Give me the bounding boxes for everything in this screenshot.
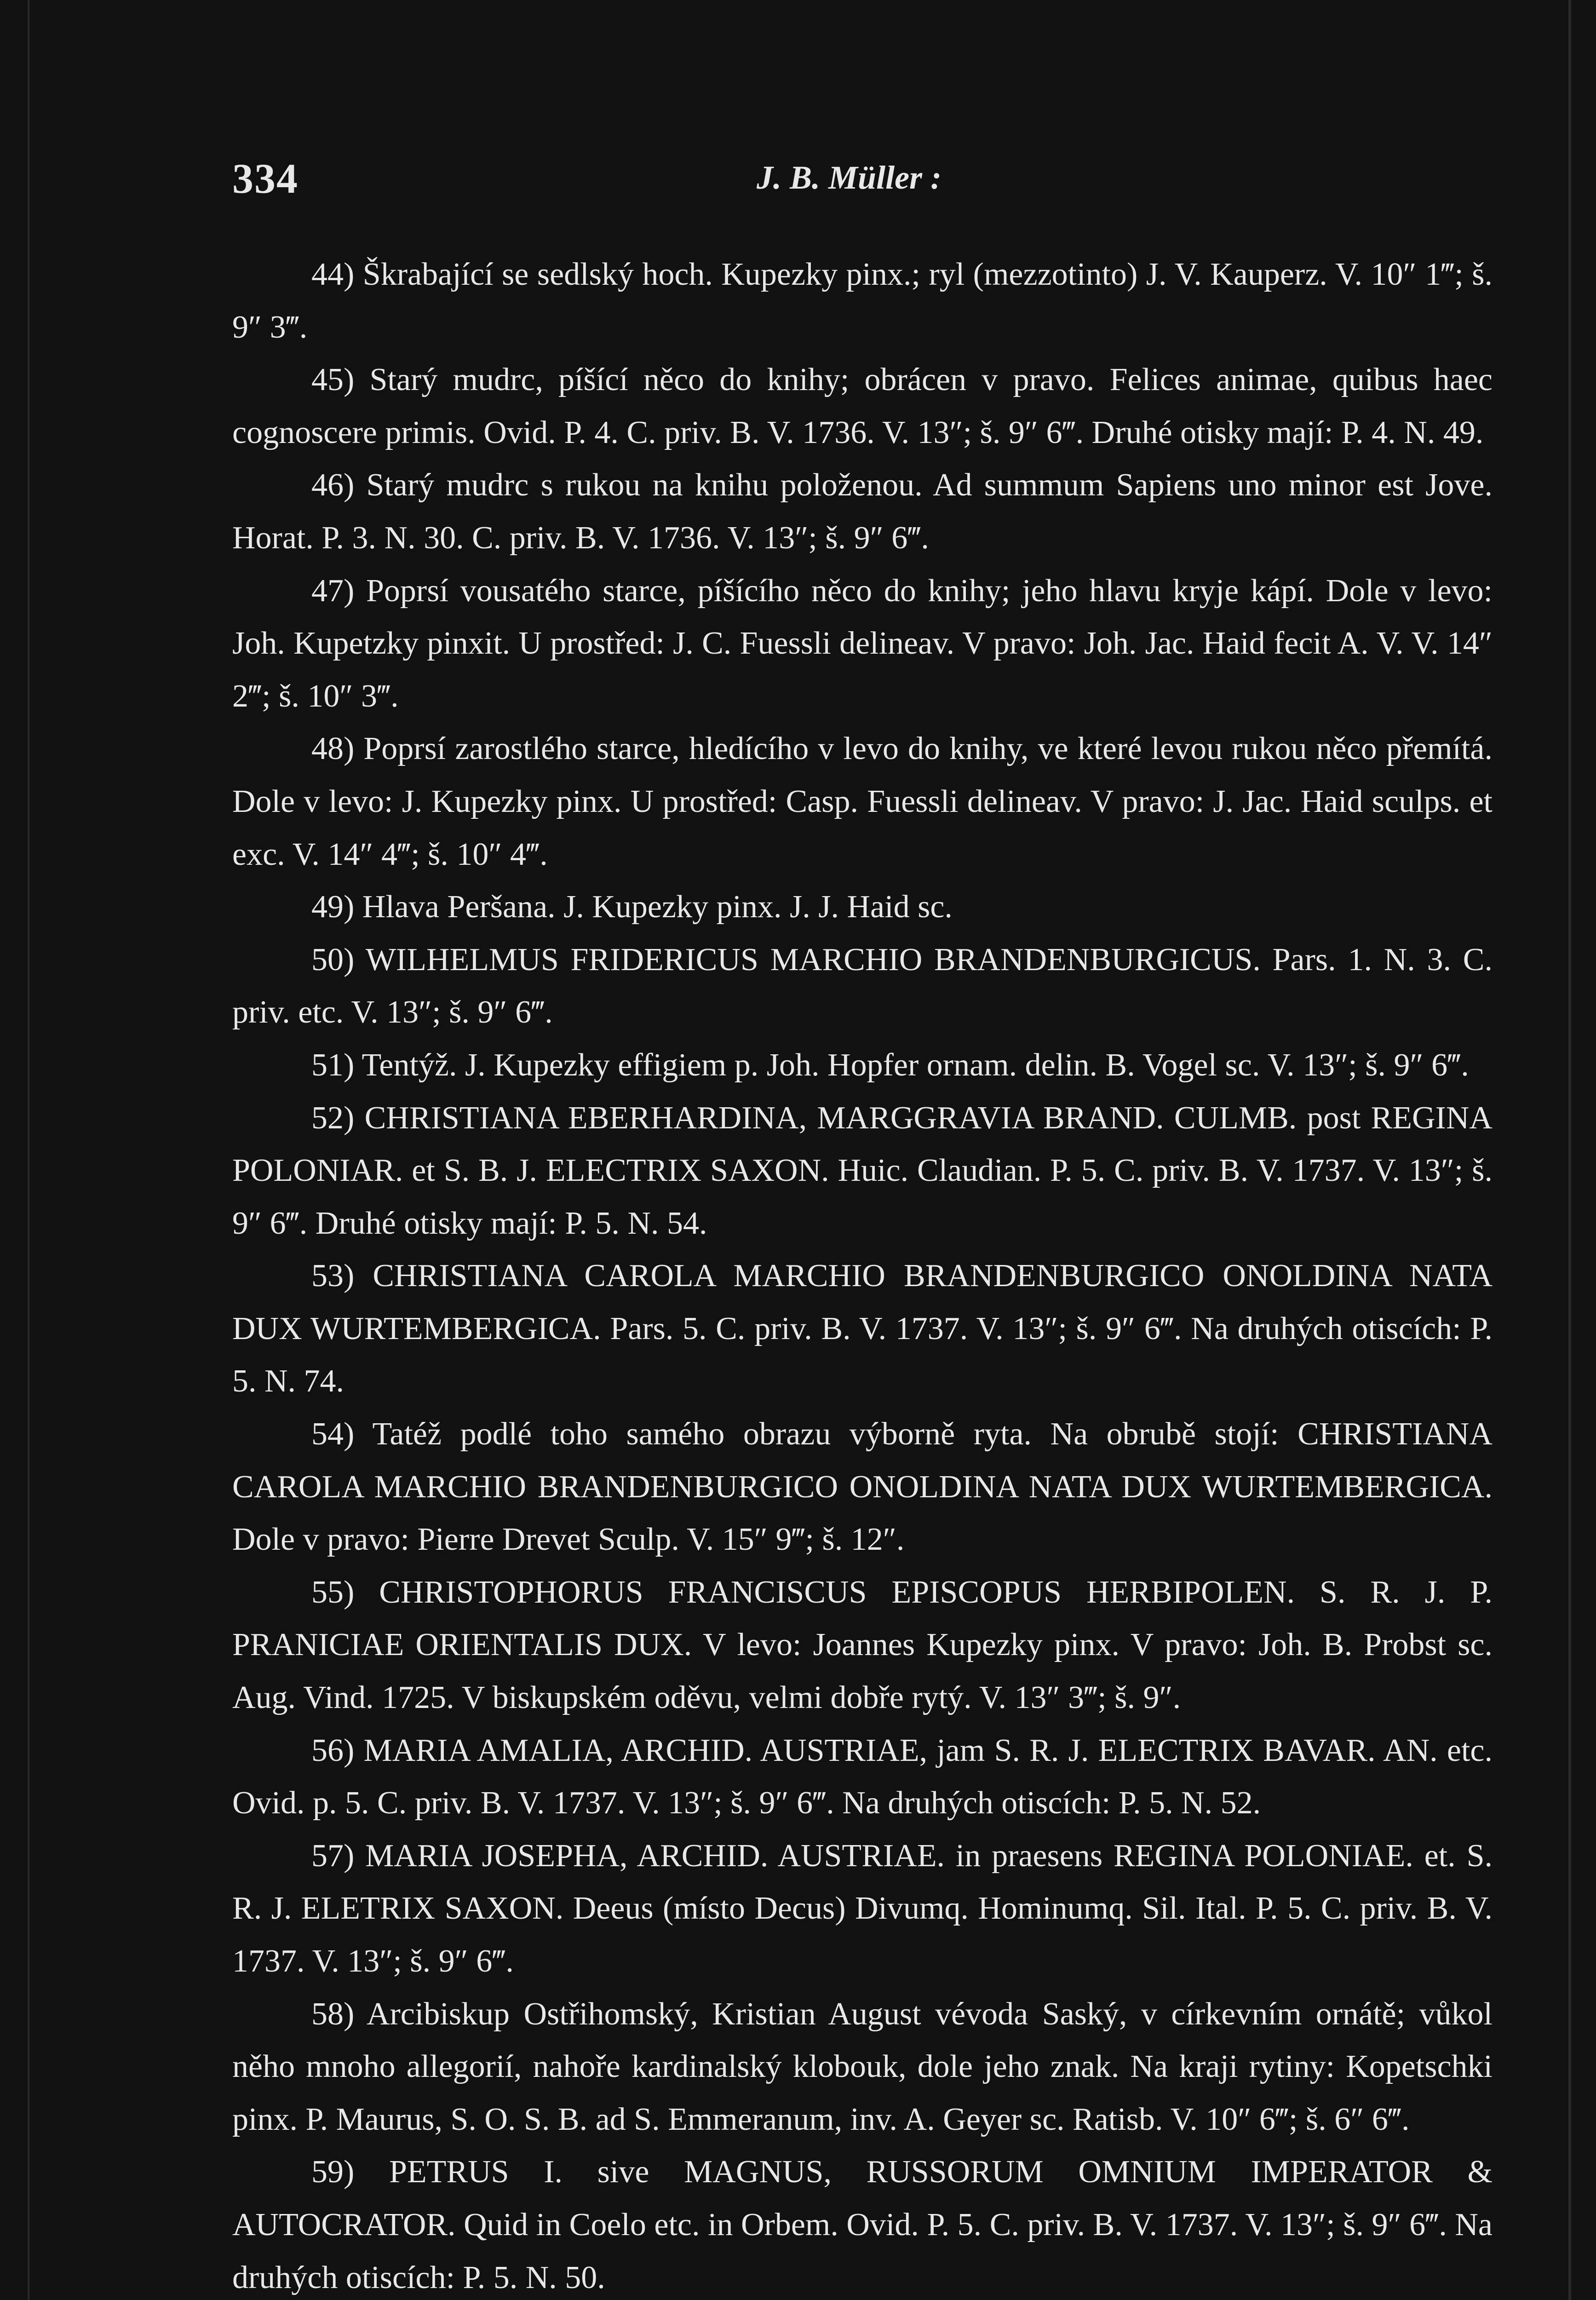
page-edge-left bbox=[28, 0, 29, 2300]
page-number: 334 bbox=[232, 155, 299, 202]
entry-52: 52) CHRISTIANA EBERHARDINA, MARGGRAVIA BRAND. CULMB. post REGINA POLONIAR. et S. B. J. ELECTRIX SAXON. Huic. Claudian. P. 5. C. priv. B. V. 1737. V. 13″; š. 9″ 6‴. Druhé otisky mají: P. 5. N. 54. bbox=[232, 1100, 1493, 1241]
entry-50: 50) WILHELMUS FRIDERICUS MARCHIO BRANDENBURGICUS. Pars. 1. N. 3. C. priv. etc. V. 13″; š. 9″ 6‴. bbox=[232, 942, 1493, 1030]
entry-54: 54) Tatéž podlé toho samého obrazu výborně ryta. Na obrubě stojí: CHRISTIANA CAROLA MARCHIO BRANDENBURGICO ONOLDINA NATA DUX WURTEMBERGICA. Dole v pravo: Pierre Drevet Sculp. V. 15″ 9‴; š. 12″. bbox=[232, 1416, 1493, 1558]
entry-49: 49) Hlava Peršana. J. Kupezky pinx. J. J. Haid sc. bbox=[311, 889, 953, 925]
entry-46: 46) Starý mudrc s rukou na knihu položenou. Ad summum Sapiens uno minor est Jove. Horat. P. 3. N. 30. C. priv. B. V. 1736. V. 13″; š. 9″ 6‴. bbox=[232, 467, 1493, 556]
page-header bbox=[232, 154, 1520, 209]
catalog-entries bbox=[232, 248, 1493, 2300]
entry-57: 57) MARIA JOSEPHA, ARCHID. AUSTRIAE. in praesens REGINA POLONIAE. et. S. R. J. ELETRIX SAXON. Deeus (místo Decus) Divumq. Hominumq. Sil. Ital. P. 5. C. priv. B. V. 1737. V. 13″; š. 9″ 6‴. bbox=[232, 1838, 1493, 1979]
entry-55: 55) CHRISTOPHORUS FRANCISCUS EPISCOPUS HERBIPOLEN. S. R. J. P. PRANICIAE ORIENTALIS DUX. V levo: Joannes Kupezky pinx. V pravo: Joh. B. Probst sc. Aug. Vind. 1725. V biskupském oděvu, velmi dobře rytý. V. 13″ 3‴; š. 9″. bbox=[232, 1574, 1493, 1716]
entry-48: 48) Poprsí zarostlého starce, hledícího v levo do knihy, ve které levou rukou něco přemítá. Dole v levo: J. Kupezky pinx. U prostřed: Casp. Fuessli delineav. V pravo: J. Jac. Haid sculps. et exc. V. 14″ 4‴; š. 10″ 4‴. bbox=[232, 731, 1493, 872]
entry-58: 58) Arcibiskup Ostřihomský, Kristian August vévoda Saský, v církevním ornátě; vůkol něho mnoho allegorií, nahoře kardinalský klobouk, dole jeho znak. Na kraji rytiny: Kopetschki pinx. P. Maurus, S. O. S. B. ad S. Emmeranum, inv. A. Geyer sc. Ratisb. V. 10″ 6‴; š. 6″ 6‴. bbox=[232, 1996, 1493, 2137]
page-edge-right bbox=[1568, 0, 1571, 2300]
entry-44: 44) Škrabající se sedlský hoch. Kupezky pinx.; ryl (mezzotinto) J. V. Kauperz. V. 10″ 1‴; š. 9″ 3‴. bbox=[232, 257, 1493, 345]
entry-45: 45) Starý mudrc, píšící něco do knihy; obrácen v pravo. Felices animae, quibus haec cognoscere primis. Ovid. P. 4. C. priv. B. V. 1736. V. 13″; š. 9″ 6‴. Druhé otisky mají: P. 4. N. 49. bbox=[232, 362, 1493, 450]
running-head: J. B. Müller : bbox=[757, 159, 942, 196]
entry-51: 51) Tentýž. J. Kupezky effigiem p. Joh. Hopfer ornam. delin. B. Vogel sc. V. 13″; š. 9″ 6‴. bbox=[311, 1047, 1469, 1083]
entry-56: 56) MARIA AMALIA, ARCHID. AUSTRIAE, jam S. R. J. ELECTRIX BAVAR. AN. etc. Ovid. p. 5. C. priv. B. V. 1737. V. 13″; š. 9″ 6‴. Na druhých otiscích: P. 5. N. 52. bbox=[232, 1732, 1493, 1821]
entry-59: 59) PETRUS I. sive MAGNUS, RUSSORUM OMNIUM IMPERATOR & AUTOCRATOR. Quid in Coelo etc. in Orbem. Ovid. P. 5. C. priv. B. V. 1737. V. 13″; š. 9″ 6‴. Na druhých otiscích: P. 5. N. 50. bbox=[232, 2154, 1493, 2295]
entry-47: 47) Poprsí vousatého starce, píšícího něco do knihy; jeho hlavu kryje kápí. Dole v levo: Joh. Kupetzky pinxit. U prostřed: J. C. Fuessli delineav. V pravo: Joh. Jac. Haid fecit A. V. V. 14″ 2‴; š. 10″ 3‴. bbox=[232, 573, 1493, 714]
entry-53: 53) CHRISTIANA CAROLA MARCHIO BRANDENBURGICO ONOLDINA NATA DUX WURTEMBERGICA. Pars. 5. C. priv. B. V. 1737. V. 13″; š. 9″ 6‴. Na druhých otiscích: P. 5. N. 74. bbox=[232, 1258, 1493, 1399]
